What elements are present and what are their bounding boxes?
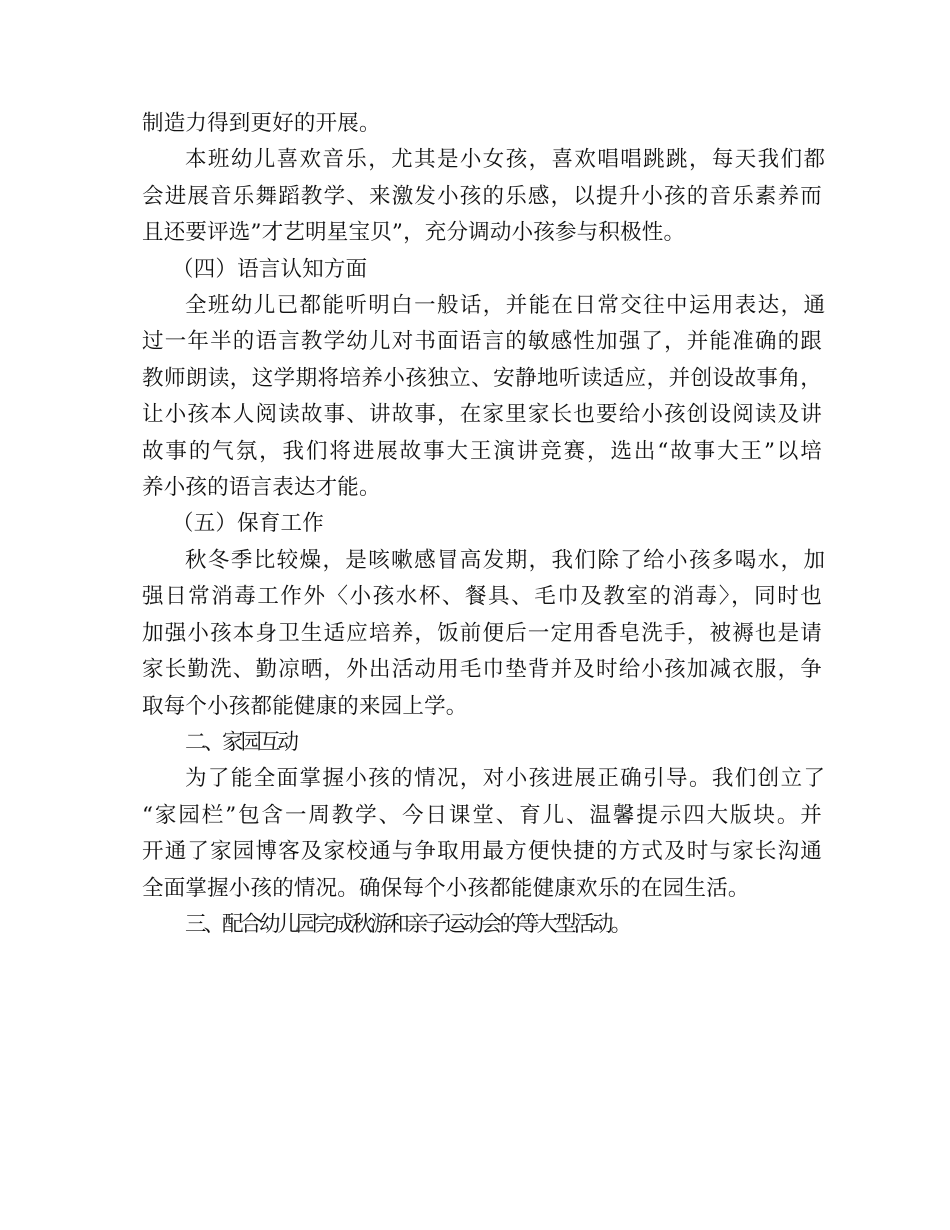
section-heading-care bbox=[142, 506, 822, 542]
paragraph-continuation bbox=[142, 106, 822, 142]
text-line: 开通了家园博客及家校通与争取用最方便快捷的方式及时与家长沟通 bbox=[142, 839, 822, 865]
text-line: 秋冬季比较燥，是咳嗽感冒高发期，我们除了给小孩多喝水，加 bbox=[185, 547, 822, 573]
section-heading-activities bbox=[142, 907, 822, 943]
heading-text: 二、家园互动 bbox=[185, 729, 297, 755]
paragraph-home-school bbox=[142, 761, 822, 907]
paragraph-care bbox=[142, 543, 822, 725]
text-line: 且还要评选”才艺明星宝贝”，充分调动小孩参与积极性。 bbox=[142, 220, 686, 246]
document-body bbox=[142, 106, 822, 943]
text-line: 故事的气氛，我们将进展故事大王演讲竞赛，选出“故事大王”以培 bbox=[142, 438, 822, 464]
section-heading-home-school bbox=[142, 725, 822, 761]
text-line: 教师朗读，这学期将培养小孩独立、安静地听读适应，并创设故事角， bbox=[142, 365, 822, 391]
text-line: 过一年半的语言教学幼儿对书面语言的敏感性加强了，并能准确的跟 bbox=[142, 329, 822, 355]
text-line: 本班幼儿喜欢音乐，尤其是小女孩，喜欢唱唱跳跳，每天我们都 bbox=[185, 147, 822, 173]
text-line: 全面掌握小孩的情况。确保每个小孩都能健康欢乐的在园生活。 bbox=[142, 875, 750, 901]
text-line: 强日常消毒工作外〈小孩水杯、餐具、毛巾及教室的消毒〉，同时也 bbox=[142, 584, 822, 610]
heading-text: （五）保育工作 bbox=[172, 511, 324, 537]
text-line: 养小孩的语言表达才能。 bbox=[142, 475, 381, 501]
text-line: 让小孩本人阅读故事、讲故事，在家里家长也要给小孩创设阅读及讲 bbox=[142, 402, 822, 428]
section-heading-language bbox=[142, 252, 822, 288]
text-line: 加强小孩本身卫生适应培养，饭前便后一定用香皂洗手，被褥也是请 bbox=[142, 620, 822, 646]
heading-text: （四）语言认知方面 bbox=[172, 256, 368, 282]
paragraph-music bbox=[142, 142, 822, 251]
heading-text: 三、配合幼儿园完成秋游和亲子运动会的等大型活动。 bbox=[185, 911, 630, 937]
paragraph-language bbox=[142, 288, 822, 506]
text-line: 会进展音乐舞蹈教学、来激发小孩的乐感，以提升小孩的音乐素养而 bbox=[142, 183, 822, 209]
text-line: “家园栏”包含一周教学、今日课堂、育儿、温馨提示四大版块。并 bbox=[142, 802, 822, 828]
text-line: 全班幼儿已都能听明白一般话，并能在日常交往中运用表达，通 bbox=[185, 293, 822, 319]
text-line: 取每个小孩都能健康的来园上学。 bbox=[142, 693, 468, 719]
text-line: 制造力得到更好的开展。 bbox=[142, 111, 381, 136]
text-line: 家长勤洗、勤凉晒，外出活动用毛巾垫背并及时给小孩加减衣服，争 bbox=[142, 657, 822, 683]
text-line: 为了能全面掌握小孩的情况，对小孩进展正确引导。我们创立了 bbox=[185, 766, 822, 792]
